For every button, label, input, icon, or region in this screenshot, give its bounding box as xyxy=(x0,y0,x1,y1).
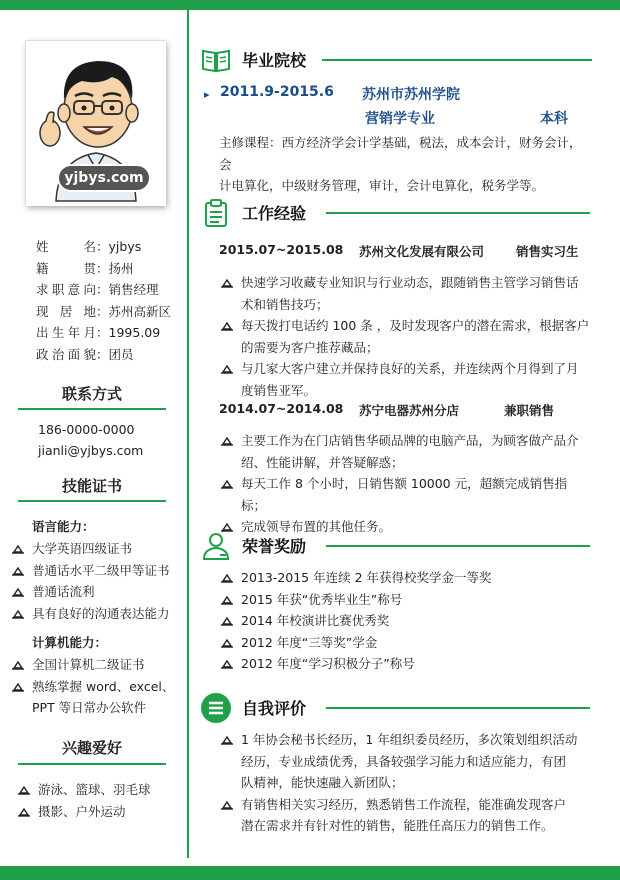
skills-rule xyxy=(18,500,166,502)
hobbies-rule xyxy=(18,763,166,765)
edu-bullet-icon: ▸ xyxy=(204,88,210,101)
education-section-header xyxy=(200,44,600,76)
self-eval-title: 自我评价 xyxy=(242,699,307,718)
list-item: 每天工作 8 个小时，日销售额 10000 元，超额完成销售指标； xyxy=(221,473,591,516)
education-courses: 主修课程：西方经济学会计学基础，税法，成本会计，财务会计，会 计电算化，中级财务管理，审计，会计电算化，税务学等。 xyxy=(219,135,582,193)
contact-title: 联系方式 xyxy=(61,385,122,403)
education-row xyxy=(200,84,590,106)
language-head: 语言能力： xyxy=(32,519,95,534)
list-item: 与几家大客户建立并保持良好的关系，并连续两个月得到了月 度销售亚军。 xyxy=(221,358,591,401)
list-item-continued: PPT 等日常办公软件 xyxy=(32,700,147,715)
honors-section-header xyxy=(200,530,600,562)
profile-photo xyxy=(25,40,165,205)
clipboard-icon xyxy=(200,197,232,229)
job-2-role: 兼职销售 xyxy=(504,403,555,418)
contact-rule xyxy=(18,408,166,410)
bullet-icon xyxy=(221,321,233,331)
bullet-icon xyxy=(18,785,30,795)
job-1-company: 苏州文化发展有限公司 xyxy=(359,244,485,259)
info-politics: 政治面貌：团员 xyxy=(36,346,134,362)
job-2-duties xyxy=(221,430,591,538)
list-item: 2013-2015 年连续 2 年获得校奖学金一等奖 xyxy=(221,567,591,589)
education-row-2 xyxy=(200,108,590,130)
info-birth: 出生年月：1995.09 xyxy=(36,325,161,340)
self-eval-rule xyxy=(326,707,590,709)
education-major: 营销学专业 xyxy=(365,111,435,127)
bottom-accent-bar xyxy=(0,866,620,880)
work-section-header xyxy=(200,197,600,229)
job-2-header xyxy=(219,401,599,423)
hobbies-title: 兴趣爱好 xyxy=(61,739,122,757)
list-item: 具有良好的沟通表达能力 xyxy=(12,603,186,625)
education-school: 苏州市苏州学院 xyxy=(362,87,460,103)
list-item: 普通话流利 xyxy=(12,581,186,603)
bullet-icon xyxy=(12,544,24,554)
hobbies-list xyxy=(18,779,192,822)
bullet-icon xyxy=(221,659,233,669)
honors-title: 荣誉奖励 xyxy=(242,537,307,556)
contact-info xyxy=(38,419,143,461)
bullet-icon xyxy=(221,616,233,626)
list-item: 主要工作为在门店销售华硕品牌的电脑产品，为顾客做产品介 绍、性能讲解，并答疑解惑； xyxy=(221,430,591,473)
info-hometown: 籍 贯：扬州 xyxy=(36,260,134,276)
skills-title: 技能证书 xyxy=(61,477,122,495)
list-item: 2015 年获“优秀毕业生”称号 xyxy=(221,589,591,611)
bullet-icon xyxy=(221,638,233,648)
list-item: 1 年协会秘书长经历，1 年组织委员经历，多次策划组织活动 经历，专业成绩优秀，具备较强学习能力和适应能力，有团 队精神，能快速融入新团队； xyxy=(221,729,591,794)
work-title: 工作经验 xyxy=(242,204,307,223)
bullet-icon xyxy=(12,682,24,692)
list-item: 全国计算机二级证书 xyxy=(12,654,186,676)
job-2-date: 2014.07~2014.08 xyxy=(219,401,344,416)
list-item: 游泳、篮球、羽毛球 xyxy=(18,779,192,801)
bullet-icon xyxy=(221,573,233,583)
education-rule xyxy=(322,59,592,61)
personal-info xyxy=(36,236,186,365)
honors-rule xyxy=(326,545,590,547)
open-book-icon xyxy=(200,44,232,76)
list-item: 完成领导布置的其他任务。 xyxy=(221,516,591,538)
info-name: 姓 名：yjbys xyxy=(36,239,142,254)
list-item: 快速学习收藏专业知识与行业动态，跟随销售主管学习销售话 术和销售技巧； xyxy=(221,272,591,315)
bullet-icon xyxy=(221,436,233,446)
list-item: 摄影、户外运动 xyxy=(18,801,192,823)
photo-caption: yjbys.com xyxy=(64,170,144,186)
self-eval-list xyxy=(221,729,591,837)
computer-head: 计算机能力： xyxy=(32,635,108,650)
self-eval-section-header xyxy=(200,692,600,724)
info-intention: 求职意向：销售经理 xyxy=(36,282,159,297)
bullet-icon xyxy=(221,800,233,810)
bullet-icon xyxy=(221,479,233,489)
list-item: 大学英语四级证书 xyxy=(12,538,186,560)
job-1-role: 销售实习生 xyxy=(516,244,579,259)
list-item: 熟练掌握 word、excel、 xyxy=(12,676,186,698)
bullet-icon xyxy=(221,278,233,288)
education-date: 2011.9-2015.6 xyxy=(220,84,334,100)
list-circle-icon xyxy=(200,692,232,724)
bullet-icon xyxy=(12,609,24,619)
bullet-icon xyxy=(12,587,24,597)
list-item: 有销售相关实习经历，熟悉销售工作流程，能准确发现客户 潜在需求并有针对性的销售，能胜任高压力的销售工作。 xyxy=(221,794,591,837)
job-1-header xyxy=(219,242,599,264)
top-accent-bar xyxy=(0,0,620,10)
bullet-icon xyxy=(221,364,233,374)
education-degree: 本科 xyxy=(540,111,568,127)
list-item: 2014 年校演讲比赛优秀奖 xyxy=(221,610,591,632)
honors-list xyxy=(221,567,591,675)
column-divider xyxy=(187,10,189,858)
list-item: 2012 年度“学习积极分子”称号 xyxy=(221,653,591,675)
list-item: 2012 年度“三等奖”学金 xyxy=(221,632,591,654)
contact-phone[interactable]: 186-0000-0000 xyxy=(38,422,135,437)
work-rule xyxy=(326,212,590,214)
education-title: 毕业院校 xyxy=(242,51,307,70)
list-item: 每天拨打电话约 100 条 ，及时发现客户的潜在需求，根据客户 的需要为客户推荐藏品； xyxy=(221,315,591,358)
bullet-icon xyxy=(221,595,233,605)
job-1-date: 2015.07~2015.08 xyxy=(219,242,344,257)
job-1-duties xyxy=(221,272,591,401)
bullet-icon xyxy=(12,566,24,576)
contact-email[interactable]: jianli@yjbys.com xyxy=(38,443,144,458)
job-2-company: 苏宁电器苏州分店 xyxy=(359,403,460,418)
list-item: 普通话水平二级甲等证书 xyxy=(12,560,186,582)
info-residence: 现 居 地：苏州高新区 xyxy=(36,303,172,319)
bullet-icon xyxy=(18,807,30,817)
bullet-icon xyxy=(12,660,24,670)
bullet-icon xyxy=(221,735,233,745)
user-icon xyxy=(200,530,232,562)
skills-list xyxy=(12,516,186,719)
